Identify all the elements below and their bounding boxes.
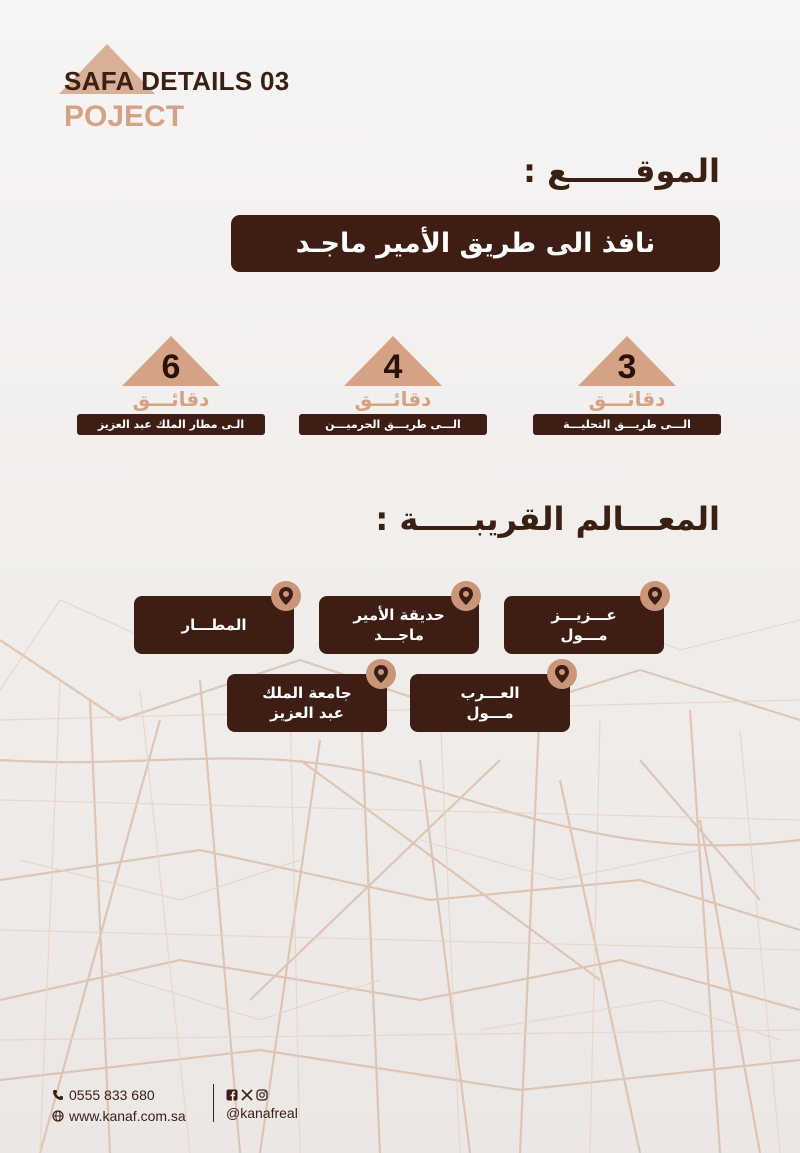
instagram-icon[interactable] xyxy=(256,1089,268,1101)
location-heading: الموقــــــع : xyxy=(523,152,720,190)
map-pin-icon xyxy=(366,659,396,689)
distance-badge xyxy=(299,336,487,436)
phone-icon xyxy=(52,1089,64,1101)
distance-minutes: 3 xyxy=(617,348,637,386)
distance-destination: الـــى طريـــق التحليـــة xyxy=(533,414,721,435)
distance-minutes: 4 xyxy=(383,348,403,386)
project-subtitle: POJECT xyxy=(64,100,185,133)
landmarks-heading: المعـــالم القريبـــــة : xyxy=(375,500,720,538)
landmark-card xyxy=(410,674,570,732)
landmark-card xyxy=(227,674,387,732)
website-link[interactable]: www.kanaf.com.sa xyxy=(69,1107,186,1124)
distance-destination: الـــى طريـــق الحرميـــن xyxy=(299,414,487,435)
location-description: نافذ الى طريق الأمير ماجـد xyxy=(231,215,720,272)
footer-divider xyxy=(213,1084,214,1122)
globe-icon xyxy=(52,1110,64,1122)
map-pin-icon xyxy=(271,581,301,611)
footer-social xyxy=(226,1084,298,1121)
map-pin-icon xyxy=(547,659,577,689)
distance-minutes: 6 xyxy=(161,348,181,386)
landmark-name-line2: مـــول xyxy=(466,704,514,722)
landmark-name: العـــرب xyxy=(460,683,520,702)
facebook-icon[interactable] xyxy=(226,1089,238,1101)
distance-destination: الـى مطار الملك عبد العزيز xyxy=(77,414,265,435)
landmark-name: حديقة الأمير xyxy=(353,605,445,624)
project-title: SAFA DETAILS 03 xyxy=(64,66,290,96)
landmark-card xyxy=(504,596,664,654)
landmark-name: المطـــار xyxy=(181,615,247,634)
distance-badge xyxy=(533,336,721,436)
distance-badge xyxy=(77,336,265,436)
distance-unit: دقائـــق xyxy=(354,387,432,411)
distance-unit: دقائـــق xyxy=(588,387,666,411)
footer-contact xyxy=(52,1084,186,1126)
landmark-name-line2: ماجـــد xyxy=(374,626,424,644)
map-pin-icon xyxy=(640,581,670,611)
landmark-name: جامعة الملك xyxy=(262,683,352,702)
phone-number[interactable]: 0555 833 680 xyxy=(69,1086,155,1103)
landmark-name: عـــزيـــز xyxy=(551,605,617,624)
landmark-card xyxy=(134,596,294,654)
landmark-name-line2: مـــول xyxy=(560,626,608,644)
distance-unit: دقائـــق xyxy=(132,387,210,411)
map-pin-icon xyxy=(451,581,481,611)
x-icon[interactable] xyxy=(241,1089,253,1101)
landmark-name-line2: عبد العزيز xyxy=(270,704,344,722)
social-handle[interactable]: @kanafreal xyxy=(226,1105,298,1121)
